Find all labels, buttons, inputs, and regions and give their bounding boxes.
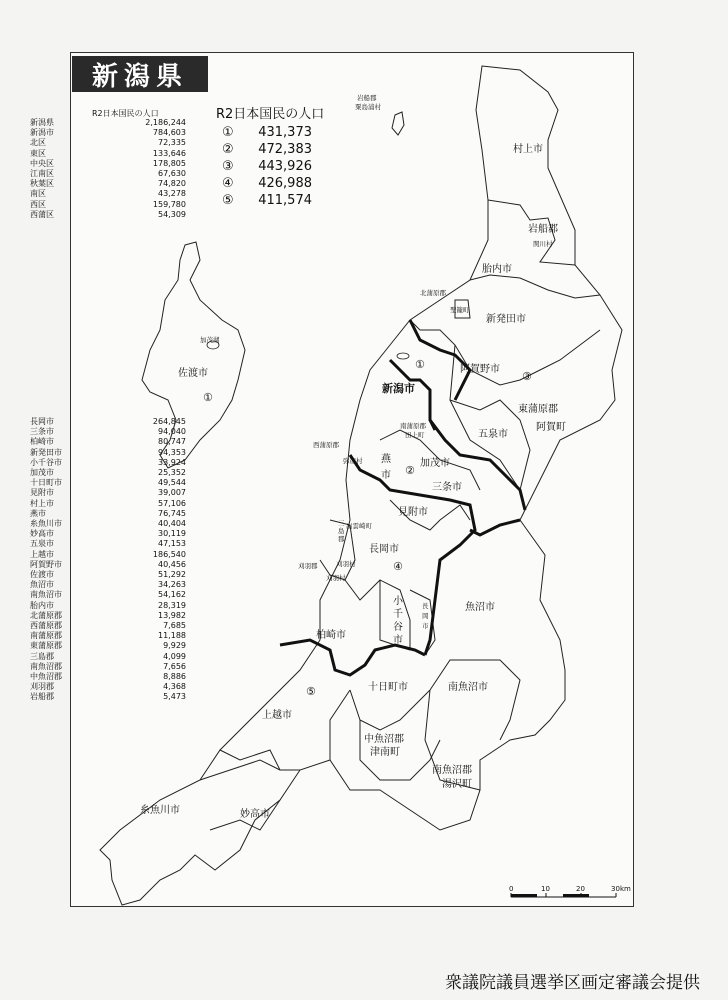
population-name: 小千谷市 [30, 457, 62, 467]
label-iwafune: 岩船郡 [528, 224, 558, 235]
population-name: 西蒲区 [30, 209, 54, 219]
mainland-outline [100, 66, 622, 905]
label-uonuma: 魚沼市 [465, 602, 495, 613]
population-value: 39,007 [158, 488, 186, 498]
district-boundary-4-3 [470, 520, 520, 535]
label-tainai: 胎内市 [482, 264, 512, 275]
legend-title: R2日本国民の人口 [216, 107, 325, 122]
prefecture-title: 新潟県 [72, 56, 208, 92]
population-value: 7,656 [163, 661, 186, 671]
population-name: 柏崎市 [30, 437, 54, 447]
population-name: 秋葉区 [30, 179, 54, 189]
population-value: 11,188 [158, 631, 186, 641]
scale-tick-10: 10 [541, 885, 550, 893]
population-value: 72,335 [158, 138, 186, 148]
scale-tick-30: 30 [611, 885, 620, 893]
legend-population: 472,383 [258, 142, 312, 157]
population-name: 南魚沼市 [30, 590, 62, 600]
label-tokamachi: 十日町市 [368, 682, 408, 693]
label-nakauonuma: 中魚沼郡 [364, 734, 404, 745]
label-minamiuonuma-gun: 南魚沼郡 [432, 765, 472, 776]
population-value: 80,747 [158, 437, 186, 447]
population-value: 9,929 [163, 641, 186, 651]
label-shibata: 新発田市 [486, 314, 526, 325]
population-value: 76,745 [158, 508, 186, 518]
population-name: 中央区 [30, 158, 54, 168]
population-value: 43,278 [158, 189, 186, 199]
scale-unit: km [620, 885, 631, 893]
district-2: ② [405, 464, 415, 477]
scale-tick-0: 0 [509, 885, 514, 893]
label-aga: 阿賀町 [536, 422, 566, 433]
population-name: 刈羽郡 [30, 682, 54, 692]
label-iwafune-top: 岩船郡 [357, 94, 377, 102]
population-name: 江南区 [30, 169, 54, 179]
label-kashiwazaki: 柏崎市 [316, 630, 346, 641]
population-value: 7,685 [163, 621, 186, 631]
population-name: 長岡市 [30, 417, 54, 426]
label-myoko: 妙高市 [240, 809, 270, 820]
population-name: 胎内市 [30, 600, 54, 610]
scale-bar [509, 885, 631, 897]
label-itoigawa: 糸魚川市 [140, 805, 180, 816]
population-value: 13,982 [158, 610, 186, 620]
population-table-header: R2日本国民の人口 [92, 109, 159, 118]
label-kariwa-gun: 刈羽郡 [298, 562, 318, 570]
label-santo-2: 島 [338, 527, 345, 535]
label-nishikanbara: 西蒲原郡 [313, 441, 339, 449]
population-value: 54,309 [158, 209, 186, 219]
population-name: 西区 [30, 199, 46, 209]
population-name: 新発田市 [30, 447, 62, 457]
label-tsunan: 津南町 [370, 747, 400, 758]
label-kariwa-mura: 刈羽村 [336, 560, 356, 568]
legend-district-number: ② [222, 142, 234, 157]
population-name: 北区 [30, 138, 46, 148]
population-value: 30,119 [158, 529, 186, 539]
population-value: 40,456 [158, 559, 186, 569]
credit-text: 衆議院議員選挙区画定審議会提供 [445, 973, 700, 993]
population-value: 54,162 [158, 590, 186, 600]
population-name: 十日町市 [30, 478, 62, 488]
population-value: 57,106 [158, 498, 186, 508]
population-name: 東区 [30, 148, 46, 158]
population-value: 94,040 [158, 427, 186, 437]
label-kamo-lake: 加茂湖 [200, 336, 220, 344]
population-value: 133,646 [152, 148, 186, 158]
population-name: 燕市 [30, 508, 46, 518]
population-value: 784,603 [152, 128, 186, 138]
label-santo-3: 郡 [338, 535, 345, 543]
population-name: 妙高市 [30, 529, 54, 539]
label-tagami: 田上町 [405, 431, 425, 439]
population-name: 南区 [30, 189, 46, 199]
population-value: 51,292 [158, 570, 186, 580]
population-value: 67,630 [158, 169, 186, 179]
label-mitsuke: 見附市 [398, 507, 428, 518]
legend-population: 426,988 [258, 176, 312, 191]
label-kariwa-village: 刈羽村 [326, 574, 346, 582]
population-value: 264,845 [152, 417, 186, 426]
population-value: 5,473 [163, 692, 186, 702]
population-name: 中魚沼郡 [30, 672, 62, 682]
legend-district-number: ③ [222, 159, 234, 174]
label-agano: 阿賀野市 [460, 364, 500, 375]
population-name: 三条市 [30, 427, 54, 437]
population-name: 南魚沼郡 [30, 661, 62, 671]
district-1-sado: ① [203, 391, 213, 404]
district-1: ① [415, 358, 425, 371]
population-name: 五泉市 [30, 539, 54, 549]
district-5: ⑤ [306, 685, 316, 698]
population-name: 三島郡 [30, 651, 54, 661]
population-value: 47,153 [158, 539, 186, 549]
population-value: 4,099 [163, 651, 186, 661]
label-ojiya-3: 谷 [393, 622, 403, 633]
label-murakami: 村上市 [513, 144, 543, 155]
population-value: 28,319 [158, 600, 186, 610]
population-value: 40,404 [158, 519, 186, 529]
label-tsubame: 燕 [381, 454, 391, 465]
population-name: 糸魚川市 [30, 519, 62, 529]
label-yuzawa: 湯沢町 [442, 779, 472, 790]
label-niigata: 新潟市 [382, 382, 415, 395]
population-name: 西蒲原郡 [30, 621, 62, 631]
sado-island [142, 242, 245, 468]
district-4: ④ [393, 560, 403, 573]
legend-district-number: ① [222, 125, 234, 140]
scale-tick-20: 20 [576, 885, 585, 893]
label-nagaoka: 長岡市 [369, 544, 399, 555]
label-izumozaki: 出雲崎町 [346, 522, 372, 530]
legend-population: 411,574 [258, 193, 312, 208]
population-value: 49,544 [158, 478, 186, 488]
label-gosen: 五泉市 [478, 429, 508, 440]
label-seiro: 聖籠町 [450, 306, 470, 314]
population-name: 岩船郡 [30, 692, 54, 702]
niigata-lagoon-shape [397, 353, 409, 359]
label-minamiuonuma: 南魚沼市 [448, 682, 488, 693]
label-higashikanbara: 東蒲原郡 [518, 404, 558, 415]
population-value: 178,805 [152, 158, 186, 168]
label-ojiya-4: 市 [393, 635, 403, 646]
population-name: 阿賀野市 [30, 559, 62, 569]
legend-population: 431,373 [258, 125, 312, 140]
population-name: 上越市 [30, 549, 54, 559]
population-value: 8,886 [163, 672, 186, 682]
label-kitakanbara: 北蒲原郡 [420, 289, 446, 297]
label-sekikawa: 関川村 [533, 240, 553, 248]
label-nagaoka-s-3: 市 [422, 622, 429, 630]
population-name: 北蒲原郡 [30, 610, 62, 620]
label-ojiya-1: 小 [393, 596, 403, 607]
population-value: 94,353 [158, 447, 186, 457]
population-name: 見附市 [30, 488, 54, 498]
legend-district-number: ④ [222, 176, 234, 191]
population-name: 魚沼市 [30, 580, 54, 590]
population-value: 186,540 [152, 549, 186, 559]
population-name: 新潟県 [30, 118, 54, 127]
label-joetsu: 上越市 [262, 710, 292, 721]
label-sanjo: 三条市 [432, 482, 462, 493]
population-value: 25,352 [158, 468, 186, 478]
population-name: 加茂市 [30, 468, 54, 478]
label-tsubame-2: 市 [381, 470, 391, 481]
population-name: 佐渡市 [30, 570, 54, 580]
population-value: 159,780 [152, 199, 186, 209]
population-value: 34,263 [158, 580, 186, 590]
label-minamikanbara: 南蒲原郡 [400, 422, 426, 430]
label-yahiko: 弥彦村 [343, 457, 363, 465]
label-awashima: 粟島浦村 [355, 103, 381, 111]
district-3: ③ [522, 370, 532, 383]
district-boundary-4-5 [280, 640, 425, 675]
population-name: 新潟市 [30, 128, 54, 138]
legend-district-number: ⑤ [222, 193, 234, 208]
population-value: 33,924 [158, 457, 186, 467]
population-name: 村上市 [30, 498, 54, 508]
population-value: 2,186,244 [145, 118, 186, 127]
label-kamo: 加茂市 [420, 458, 450, 469]
population-value: 4,368 [163, 682, 186, 692]
label-ojiya-2: 千 [393, 609, 403, 620]
label-nagaoka-s-1: 長 [422, 602, 429, 610]
legend-population: 443,926 [258, 159, 312, 174]
awashima-island [392, 112, 404, 135]
label-santo-1: 三 [338, 519, 345, 527]
population-name: 南蒲原郡 [30, 631, 62, 641]
label-sado: 佐渡市 [178, 368, 208, 379]
population-name: 東蒲原郡 [30, 641, 62, 651]
population-value: 74,820 [158, 179, 186, 189]
label-nagaoka-s-2: 岡 [422, 612, 429, 620]
